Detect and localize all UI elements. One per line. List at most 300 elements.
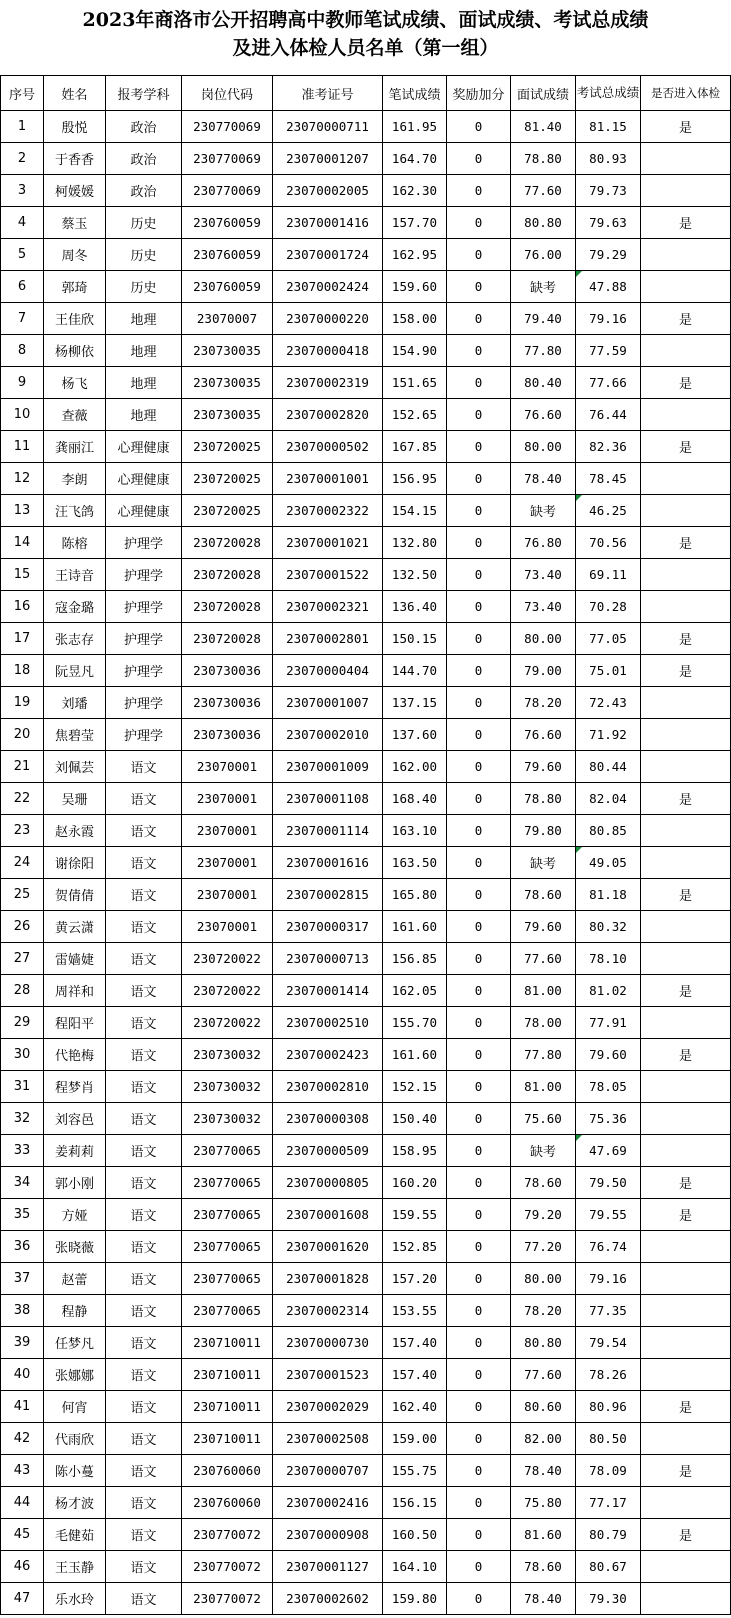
- cell-subject: 护理学: [106, 655, 182, 687]
- cell-post-code: 23070001: [182, 751, 273, 783]
- table-row: [1, 879, 731, 911]
- cell-interview-score: 78.60: [511, 879, 576, 911]
- cell-written-score: 161.95: [383, 111, 447, 143]
- cell-no: 13: [1, 495, 44, 527]
- cell-interview-score: 缺考: [511, 495, 576, 527]
- cell-no: 39: [1, 1327, 44, 1359]
- cell-post-code: 230770065: [182, 1135, 273, 1167]
- cell-subject: 护理学: [106, 559, 182, 591]
- cell-exam-id: 23070001414: [273, 975, 383, 1007]
- cell-subject: 语文: [106, 1519, 182, 1551]
- cell-total-score: 82.36: [576, 431, 641, 463]
- cell-total-score: 81.15: [576, 111, 641, 143]
- cell-physical-check: [641, 943, 731, 975]
- cell-name: 李朗: [44, 463, 106, 495]
- cell-physical-check: [641, 1295, 731, 1327]
- cell-name: 代雨欣: [44, 1423, 106, 1455]
- cell-exam-id: 23070000730: [273, 1327, 383, 1359]
- table-row: [1, 431, 731, 463]
- cell-bonus: 0: [447, 335, 511, 367]
- cell-exam-id: 23070002322: [273, 495, 383, 527]
- cell-subject: 语文: [106, 783, 182, 815]
- cell-name: 雷嫱婕: [44, 943, 106, 975]
- cell-written-score: 152.65: [383, 399, 447, 431]
- table-row: [1, 623, 731, 655]
- cell-bonus: 0: [447, 1263, 511, 1295]
- cell-no: 17: [1, 623, 44, 655]
- cell-subject: 地理: [106, 399, 182, 431]
- cell-bonus: 0: [447, 1327, 511, 1359]
- cell-name: 于香香: [44, 143, 106, 175]
- cell-no: 12: [1, 463, 44, 495]
- cell-physical-check: [641, 1007, 731, 1039]
- cell-exam-id: 23070002810: [273, 1071, 383, 1103]
- cell-subject: 地理: [106, 303, 182, 335]
- cell-subject: 语文: [106, 815, 182, 847]
- cell-total-score: 77.91: [576, 1007, 641, 1039]
- cell-no: 18: [1, 655, 44, 687]
- cell-interview-score: 77.60: [511, 175, 576, 207]
- cell-exam-id: 23070002815: [273, 879, 383, 911]
- table-row: [1, 719, 731, 751]
- cell-name: 程阳平: [44, 1007, 106, 1039]
- cell-no: 6: [1, 271, 44, 303]
- cell-no: 34: [1, 1167, 44, 1199]
- cell-post-code: 230730032: [182, 1039, 273, 1071]
- cell-bonus: 0: [447, 527, 511, 559]
- header-post-code: 岗位代码: [182, 76, 273, 111]
- cell-exam-id: 23070000707: [273, 1455, 383, 1487]
- cell-no: 10: [1, 399, 44, 431]
- cell-bonus: 0: [447, 1551, 511, 1583]
- cell-exam-id: 23070000713: [273, 943, 383, 975]
- table-row: [1, 1135, 731, 1167]
- cell-written-score: 157.70: [383, 207, 447, 239]
- cell-physical-check: [641, 143, 731, 175]
- cell-interview-score: 78.80: [511, 143, 576, 175]
- cell-interview-score: 81.40: [511, 111, 576, 143]
- cell-post-code: 230720028: [182, 591, 273, 623]
- cell-total-score: 80.67: [576, 1551, 641, 1583]
- cell-written-score: 163.10: [383, 815, 447, 847]
- cell-interview-score: 78.40: [511, 463, 576, 495]
- cell-no: 19: [1, 687, 44, 719]
- cell-bonus: 0: [447, 1519, 511, 1551]
- cell-written-score: 165.80: [383, 879, 447, 911]
- cell-no: 16: [1, 591, 44, 623]
- cell-post-code: 230770065: [182, 1295, 273, 1327]
- cell-name: 谢徐阳: [44, 847, 106, 879]
- cell-interview-score: 80.00: [511, 1263, 576, 1295]
- table-row: [1, 1519, 731, 1551]
- cell-post-code: 230760060: [182, 1455, 273, 1487]
- cell-post-code: 230710011: [182, 1391, 273, 1423]
- cell-physical-check: 是: [641, 975, 731, 1007]
- cell-post-code: 230710011: [182, 1359, 273, 1391]
- cell-no: 29: [1, 1007, 44, 1039]
- cell-interview-score: 缺考: [511, 847, 576, 879]
- cell-bonus: 0: [447, 975, 511, 1007]
- cell-exam-id: 23070002423: [273, 1039, 383, 1071]
- cell-written-score: 162.30: [383, 175, 447, 207]
- cell-written-score: 162.00: [383, 751, 447, 783]
- cell-written-score: 136.40: [383, 591, 447, 623]
- cell-total-score: 80.96: [576, 1391, 641, 1423]
- cell-exam-id: 23070002820: [273, 399, 383, 431]
- cell-total-score: 78.09: [576, 1455, 641, 1487]
- cell-physical-check: [641, 1327, 731, 1359]
- cell-total-score: 47.69: [576, 1135, 641, 1167]
- cell-bonus: 0: [447, 1359, 511, 1391]
- cell-physical-check: 是: [641, 783, 731, 815]
- cell-no: 36: [1, 1231, 44, 1263]
- cell-total-score: 79.30: [576, 1583, 641, 1615]
- cell-total-score: 79.63: [576, 207, 641, 239]
- cell-bonus: 0: [447, 847, 511, 879]
- cell-total-score: 49.05: [576, 847, 641, 879]
- cell-no: 23: [1, 815, 44, 847]
- header-name: 姓名: [44, 76, 106, 111]
- cell-no: 9: [1, 367, 44, 399]
- cell-bonus: 0: [447, 911, 511, 943]
- cell-name: 查薇: [44, 399, 106, 431]
- cell-written-score: 156.95: [383, 463, 447, 495]
- cell-bonus: 0: [447, 1583, 511, 1615]
- cell-name: 周祥和: [44, 975, 106, 1007]
- cell-name: 刘璠: [44, 687, 106, 719]
- cell-subject: 历史: [106, 207, 182, 239]
- cell-no: 2: [1, 143, 44, 175]
- cell-name: 杨才波: [44, 1487, 106, 1519]
- cell-physical-check: [641, 687, 731, 719]
- table-row: [1, 527, 731, 559]
- cell-post-code: 230770065: [182, 1167, 273, 1199]
- cell-written-score: 153.55: [383, 1295, 447, 1327]
- cell-interview-score: 76.80: [511, 527, 576, 559]
- cell-written-score: 161.60: [383, 911, 447, 943]
- cell-post-code: 230770072: [182, 1519, 273, 1551]
- cell-no: 28: [1, 975, 44, 1007]
- cell-name: 姜莉莉: [44, 1135, 106, 1167]
- cell-physical-check: [641, 559, 731, 591]
- cell-bonus: 0: [447, 143, 511, 175]
- cell-written-score: 162.40: [383, 1391, 447, 1423]
- cell-physical-check: 是: [641, 367, 731, 399]
- cell-bonus: 0: [447, 591, 511, 623]
- table-row: [1, 1295, 731, 1327]
- cell-subject: 政治: [106, 175, 182, 207]
- cell-physical-check: [641, 751, 731, 783]
- cell-name: 赵永霞: [44, 815, 106, 847]
- cell-exam-id: 23070001608: [273, 1199, 383, 1231]
- cell-written-score: 159.60: [383, 271, 447, 303]
- cell-post-code: 230730035: [182, 335, 273, 367]
- cell-name: 刘容邑: [44, 1103, 106, 1135]
- cell-written-score: 159.55: [383, 1199, 447, 1231]
- table-row: [1, 751, 731, 783]
- cell-subject: 语文: [106, 1167, 182, 1199]
- cell-bonus: 0: [447, 239, 511, 271]
- cell-post-code: 230770072: [182, 1583, 273, 1615]
- table-row: [1, 847, 731, 879]
- header-physical-check: 是否进入体检: [641, 76, 731, 111]
- header-bonus: 奖励加分: [447, 76, 511, 111]
- cell-interview-score: 80.00: [511, 623, 576, 655]
- cell-exam-id: 23070001207: [273, 143, 383, 175]
- table-row: [1, 1167, 731, 1199]
- table-row: [1, 911, 731, 943]
- cell-name: 焦碧莹: [44, 719, 106, 751]
- cell-written-score: 161.60: [383, 1039, 447, 1071]
- cell-bonus: 0: [447, 271, 511, 303]
- cell-subject: 语文: [106, 879, 182, 911]
- cell-bonus: 0: [447, 431, 511, 463]
- cell-exam-id: 23070001828: [273, 1263, 383, 1295]
- cell-physical-check: [641, 463, 731, 495]
- cell-interview-score: 78.80: [511, 783, 576, 815]
- table-row: [1, 1423, 731, 1455]
- cell-written-score: 160.20: [383, 1167, 447, 1199]
- table-row: [1, 143, 731, 175]
- cell-interview-score: 81.00: [511, 975, 576, 1007]
- cell-name: 毛健茹: [44, 1519, 106, 1551]
- cell-total-score: 78.45: [576, 463, 641, 495]
- cell-name: 杨飞: [44, 367, 106, 399]
- cell-exam-id: 23070000317: [273, 911, 383, 943]
- cell-total-score: 46.25: [576, 495, 641, 527]
- cell-physical-check: 是: [641, 1455, 731, 1487]
- cell-subject: 心理健康: [106, 495, 182, 527]
- cell-interview-score: 80.60: [511, 1391, 576, 1423]
- cell-physical-check: [641, 911, 731, 943]
- cell-name: 殷悦: [44, 111, 106, 143]
- header-no: 序号: [1, 76, 44, 111]
- cell-post-code: 230730036: [182, 687, 273, 719]
- cell-total-score: 80.85: [576, 815, 641, 847]
- cell-no: 21: [1, 751, 44, 783]
- cell-no: 38: [1, 1295, 44, 1327]
- cell-exam-id: 23070002314: [273, 1295, 383, 1327]
- cell-written-score: 162.95: [383, 239, 447, 271]
- cell-post-code: 230760059: [182, 239, 273, 271]
- cell-subject: 语文: [106, 1039, 182, 1071]
- cell-post-code: 230760060: [182, 1487, 273, 1519]
- cell-total-score: 77.66: [576, 367, 641, 399]
- cell-written-score: 164.10: [383, 1551, 447, 1583]
- cell-name: 刘佩芸: [44, 751, 106, 783]
- cell-no: 40: [1, 1359, 44, 1391]
- cell-physical-check: [641, 1583, 731, 1615]
- cell-exam-id: 23070002005: [273, 175, 383, 207]
- cell-name: 张晓薇: [44, 1231, 106, 1263]
- table-row: [1, 815, 731, 847]
- cell-physical-check: [641, 1135, 731, 1167]
- cell-subject: 语文: [106, 1327, 182, 1359]
- cell-physical-check: [641, 1231, 731, 1263]
- cell-exam-id: 23070002319: [273, 367, 383, 399]
- cell-exam-id: 23070000502: [273, 431, 383, 463]
- cell-written-score: 137.60: [383, 719, 447, 751]
- cell-total-score: 81.18: [576, 879, 641, 911]
- cell-bonus: 0: [447, 399, 511, 431]
- cell-interview-score: 80.80: [511, 1327, 576, 1359]
- cell-post-code: 23070007: [182, 303, 273, 335]
- cell-post-code: 230720025: [182, 463, 273, 495]
- cell-subject: 语文: [106, 1391, 182, 1423]
- cell-name: 任梦凡: [44, 1327, 106, 1359]
- cell-total-score: 75.36: [576, 1103, 641, 1135]
- cell-no: 30: [1, 1039, 44, 1071]
- cell-name: 王玉静: [44, 1551, 106, 1583]
- cell-bonus: 0: [447, 719, 511, 751]
- cell-exam-id: 23070000308: [273, 1103, 383, 1135]
- cell-subject: 护理学: [106, 719, 182, 751]
- cell-subject: 语文: [106, 1103, 182, 1135]
- cell-total-score: 81.02: [576, 975, 641, 1007]
- cell-subject: 历史: [106, 271, 182, 303]
- cell-subject: 语文: [106, 1135, 182, 1167]
- cell-written-score: 154.15: [383, 495, 447, 527]
- cell-post-code: 230730036: [182, 655, 273, 687]
- cell-post-code: 230770065: [182, 1231, 273, 1263]
- cell-post-code: 230770069: [182, 111, 273, 143]
- table-row: [1, 1263, 731, 1295]
- cell-physical-check: [641, 1071, 731, 1103]
- cell-interview-score: 82.00: [511, 1423, 576, 1455]
- cell-name: 何宵: [44, 1391, 106, 1423]
- cell-bonus: 0: [447, 175, 511, 207]
- cell-no: 5: [1, 239, 44, 271]
- cell-post-code: 230710011: [182, 1423, 273, 1455]
- cell-subject: 语文: [106, 943, 182, 975]
- cell-exam-id: 23070001620: [273, 1231, 383, 1263]
- table-row: [1, 175, 731, 207]
- cell-total-score: 79.73: [576, 175, 641, 207]
- cell-post-code: 230730035: [182, 399, 273, 431]
- cell-interview-score: 79.00: [511, 655, 576, 687]
- cell-subject: 语文: [106, 1423, 182, 1455]
- cell-physical-check: [641, 815, 731, 847]
- table-row: [1, 463, 731, 495]
- cell-interview-score: 76.60: [511, 399, 576, 431]
- table-row: [1, 1231, 731, 1263]
- cell-physical-check: [641, 175, 731, 207]
- cell-subject: 历史: [106, 239, 182, 271]
- cell-no: 24: [1, 847, 44, 879]
- cell-physical-check: 是: [641, 207, 731, 239]
- cell-bonus: 0: [447, 1039, 511, 1071]
- cell-no: 35: [1, 1199, 44, 1231]
- cell-subject: 地理: [106, 335, 182, 367]
- cell-written-score: 157.20: [383, 1263, 447, 1295]
- cell-subject: 语文: [106, 1487, 182, 1519]
- cell-interview-score: 77.60: [511, 943, 576, 975]
- cell-name: 贺倩倩: [44, 879, 106, 911]
- cell-name: 乐水玲: [44, 1583, 106, 1615]
- cell-subject: 语文: [106, 1071, 182, 1103]
- cell-no: 41: [1, 1391, 44, 1423]
- cell-written-score: 156.15: [383, 1487, 447, 1519]
- cell-post-code: 230760059: [182, 271, 273, 303]
- cell-subject: 语文: [106, 1231, 182, 1263]
- table-row: [1, 1455, 731, 1487]
- cell-total-score: 80.32: [576, 911, 641, 943]
- cell-physical-check: 是: [641, 303, 731, 335]
- cell-bonus: 0: [447, 1103, 511, 1135]
- cell-total-score: 78.10: [576, 943, 641, 975]
- cell-physical-check: 是: [641, 879, 731, 911]
- table-row: [1, 783, 731, 815]
- cell-name: 陈榕: [44, 527, 106, 559]
- cell-bonus: 0: [447, 1231, 511, 1263]
- table-header-row: [1, 76, 731, 111]
- cell-written-score: 144.70: [383, 655, 447, 687]
- cell-post-code: 230720022: [182, 943, 273, 975]
- cell-total-score: 70.28: [576, 591, 641, 623]
- cell-interview-score: 73.40: [511, 591, 576, 623]
- cell-exam-id: 23070001021: [273, 527, 383, 559]
- cell-interview-score: 73.40: [511, 559, 576, 591]
- cell-exam-id: 23070002508: [273, 1423, 383, 1455]
- cell-exam-id: 23070000908: [273, 1519, 383, 1551]
- cell-total-score: 76.44: [576, 399, 641, 431]
- table-row: [1, 1487, 731, 1519]
- cell-interview-score: 76.60: [511, 719, 576, 751]
- cell-subject: 政治: [106, 143, 182, 175]
- cell-post-code: 230720025: [182, 495, 273, 527]
- cell-exam-id: 23070001009: [273, 751, 383, 783]
- results-table: [0, 75, 731, 1615]
- cell-subject: 语文: [106, 1295, 182, 1327]
- cell-physical-check: [641, 1487, 731, 1519]
- table-row: [1, 111, 731, 143]
- cell-interview-score: 79.60: [511, 751, 576, 783]
- cell-no: 42: [1, 1423, 44, 1455]
- cell-interview-score: 81.00: [511, 1071, 576, 1103]
- cell-total-score: 82.04: [576, 783, 641, 815]
- cell-no: 27: [1, 943, 44, 975]
- cell-physical-check: [641, 591, 731, 623]
- cell-interview-score: 80.40: [511, 367, 576, 399]
- cell-exam-id: 23070001108: [273, 783, 383, 815]
- document-title-line2: 及进入体检人员名单（第一组）: [232, 37, 499, 59]
- cell-no: 26: [1, 911, 44, 943]
- cell-interview-score: 78.00: [511, 1007, 576, 1039]
- table-row: [1, 943, 731, 975]
- cell-name: 赵蕾: [44, 1263, 106, 1295]
- cell-written-score: 160.50: [383, 1519, 447, 1551]
- cell-bonus: 0: [447, 1007, 511, 1039]
- cell-bonus: 0: [447, 1135, 511, 1167]
- cell-no: 22: [1, 783, 44, 815]
- cell-post-code: 230720028: [182, 623, 273, 655]
- cell-interview-score: 77.20: [511, 1231, 576, 1263]
- cell-interview-score: 81.60: [511, 1519, 576, 1551]
- cell-subject: 语文: [106, 847, 182, 879]
- cell-physical-check: [641, 335, 731, 367]
- cell-post-code: 230710011: [182, 1327, 273, 1359]
- cell-subject: 心理健康: [106, 463, 182, 495]
- cell-total-score: 77.05: [576, 623, 641, 655]
- cell-exam-id: 23070002801: [273, 623, 383, 655]
- cell-subject: 护理学: [106, 527, 182, 559]
- cell-written-score: 155.70: [383, 1007, 447, 1039]
- header-total-score: 考试总成绩: [576, 76, 641, 111]
- cell-post-code: 230770065: [182, 1263, 273, 1295]
- cell-total-score: 80.50: [576, 1423, 641, 1455]
- cell-total-score: 71.92: [576, 719, 641, 751]
- cell-physical-check: [641, 1263, 731, 1295]
